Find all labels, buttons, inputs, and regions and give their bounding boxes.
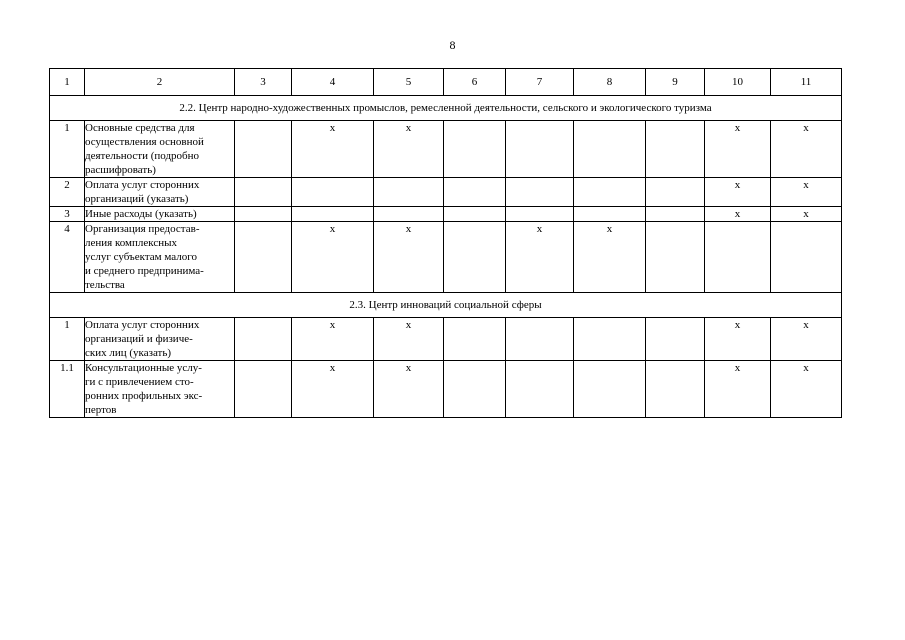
table-row — [50, 318, 842, 361]
table-body — [50, 69, 842, 418]
row-name-line: деятельности (подробно — [85, 150, 200, 162]
section-heading-row — [50, 96, 842, 121]
column-header: 9 — [646, 69, 705, 96]
table-cell: x — [374, 222, 444, 293]
column-header: 6 — [444, 69, 506, 96]
table-cell — [292, 178, 374, 207]
row-name-line: Основные средства для — [85, 122, 195, 134]
column-header: 1 — [50, 69, 85, 96]
row-name-line: ги с привлечением сто- — [85, 376, 194, 388]
table-cell: x — [506, 222, 574, 293]
table-cell: x — [374, 361, 444, 418]
table-row — [50, 178, 842, 207]
column-header: 2 — [85, 69, 235, 96]
table-cell — [646, 207, 705, 222]
table-cell — [506, 318, 574, 361]
table-cell: x — [374, 121, 444, 178]
table-cell — [705, 222, 771, 293]
row-number: 3 — [50, 207, 85, 222]
row-name — [85, 178, 235, 207]
row-number: 4 — [50, 222, 85, 293]
budget-table — [49, 68, 842, 418]
table-row — [50, 207, 842, 222]
table-cell — [646, 361, 705, 418]
table-cell: x — [705, 361, 771, 418]
row-name-line: Оплата услуг сторонних — [85, 319, 200, 331]
table-row — [50, 361, 842, 418]
column-header: 8 — [574, 69, 646, 96]
section-heading-row — [50, 293, 842, 318]
row-name-line: тельства — [85, 279, 125, 291]
table-cell — [646, 178, 705, 207]
table-cell — [574, 178, 646, 207]
row-name-line: организаций (указать) — [85, 193, 189, 205]
row-name — [85, 121, 235, 178]
section-title: 2.3. Центр инноваций социальной сферы — [50, 293, 842, 318]
table-cell: x — [705, 318, 771, 361]
row-number: 1.1 — [50, 361, 85, 418]
table-cell — [506, 178, 574, 207]
table-cell — [444, 361, 506, 418]
table-cell: x — [574, 222, 646, 293]
table-cell — [292, 207, 374, 222]
row-name — [85, 361, 235, 418]
table-cell — [235, 178, 292, 207]
column-header-row — [50, 69, 842, 96]
column-header: 10 — [705, 69, 771, 96]
table-cell — [646, 318, 705, 361]
table-cell — [506, 207, 574, 222]
table-cell — [374, 207, 444, 222]
table-cell — [444, 222, 506, 293]
row-name-line: Оплата услуг сторонних — [85, 179, 200, 191]
table-cell — [235, 222, 292, 293]
table-cell — [646, 121, 705, 178]
row-name-line: пертов — [85, 404, 117, 416]
column-header: 3 — [235, 69, 292, 96]
table-cell — [374, 178, 444, 207]
section-title: 2.2. Центр народно-художественных промыслов, ремесленной деятельности, сельского и экологического туризма — [50, 96, 842, 121]
row-name-line: Организация предостав- — [85, 223, 200, 235]
page-number: 8 — [449, 38, 456, 52]
table-cell — [506, 121, 574, 178]
table-cell: x — [705, 121, 771, 178]
table-cell — [235, 318, 292, 361]
table-cell: x — [771, 178, 842, 207]
table-row — [50, 121, 842, 178]
table-cell: x — [771, 361, 842, 418]
table-cell — [235, 207, 292, 222]
column-header: 4 — [292, 69, 374, 96]
row-name-line: ления комплексных — [85, 237, 177, 249]
row-name-line: организаций и физиче- — [85, 333, 193, 345]
table-cell: x — [705, 207, 771, 222]
row-name-line: Иные расходы (указать) — [85, 208, 197, 220]
table-cell — [771, 222, 842, 293]
table-cell: x — [705, 178, 771, 207]
table-cell: x — [292, 222, 374, 293]
table-cell: x — [374, 318, 444, 361]
row-name-line: и среднего предпринима- — [85, 265, 204, 277]
table-cell — [574, 121, 646, 178]
table-cell — [574, 207, 646, 222]
table-cell: x — [771, 121, 842, 178]
table-cell — [574, 318, 646, 361]
table-cell — [574, 361, 646, 418]
table-cell: x — [292, 361, 374, 418]
table-cell — [646, 222, 705, 293]
row-name — [85, 207, 235, 222]
table-cell — [506, 361, 574, 418]
table-cell: x — [771, 207, 842, 222]
row-name — [85, 318, 235, 361]
table-cell — [444, 318, 506, 361]
row-number: 1 — [50, 121, 85, 178]
row-number: 1 — [50, 318, 85, 361]
row-name-line: услуг субъектам малого — [85, 251, 197, 263]
column-header: 5 — [374, 69, 444, 96]
table-cell — [444, 178, 506, 207]
row-number: 2 — [50, 178, 85, 207]
row-name — [85, 222, 235, 293]
table-cell: x — [771, 318, 842, 361]
table-cell: x — [292, 318, 374, 361]
row-name-line: Консультационные услу- — [85, 362, 202, 374]
table-cell — [444, 207, 506, 222]
row-name-line: ских лиц (указать) — [85, 347, 172, 359]
table-cell — [235, 361, 292, 418]
row-name-line: ронних профильных экс- — [85, 390, 203, 402]
table-cell: x — [292, 121, 374, 178]
table-cell — [444, 121, 506, 178]
table-cell — [235, 121, 292, 178]
column-header: 7 — [506, 69, 574, 96]
table-row — [50, 222, 842, 293]
column-header: 11 — [771, 69, 842, 96]
row-name-line: осуществления основной — [85, 136, 204, 148]
row-name-line: расшифровать) — [85, 164, 156, 176]
